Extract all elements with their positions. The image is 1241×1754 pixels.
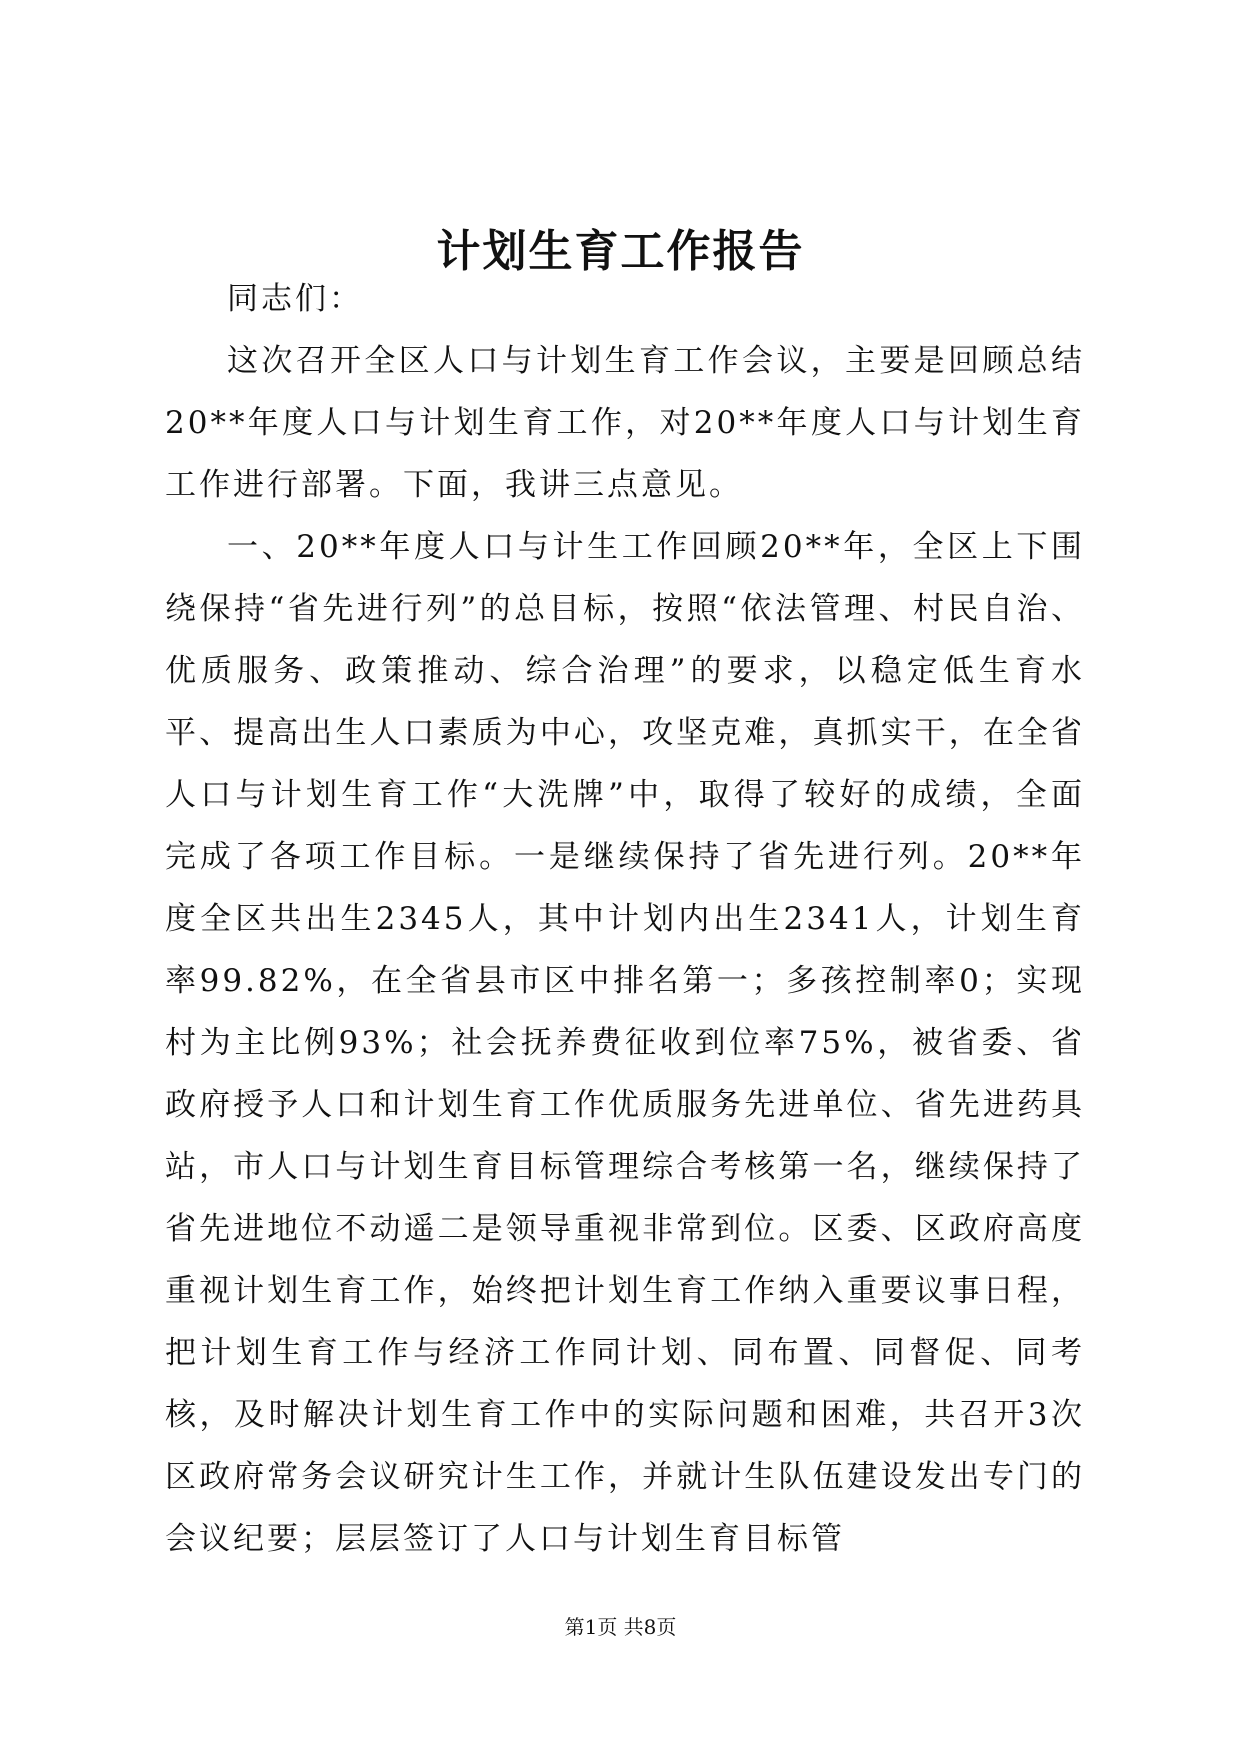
document-body <box>165 268 1085 1570</box>
intro-paragraph: 这次召开全区人口与计划生育工作会议，主要是回顾总结20**年度人口与计划生育工作，对20**年度人口与计划生育工作进行部署。下面，我讲三点意见。 <box>165 343 1085 503</box>
salutation-paragraph: 同志们： <box>227 281 363 317</box>
review-paragraph: 一、20**年度人口与计生工作回顾20**年，全区上下围绕保持“省先进行列”的总目标，按照“依法管理、村民自治、优质服务、政策推动、综合治理”的要求，以稳定低生育水平、提高出生人口素质为中心，攻坚克难，真抓实干，在全省人口与计划生育工作“大洗牌”中，取得了较好的成绩，全面完成了各项工作目标。一是继续保持了省先进行列。20**年度全区共出生2345人，其中计划内出生2341人，计划生育率99.82%，在全省县市区中排名第一；多孩控制率0；实现村为主比例93%；社会抚养费征收到位率75%，被省委、省政府授予人口和计划生育工作优质服务先进单位、省先进药具站，市人口与计划生育目标管理综合考核第一名，继续保持了省先进地位不动遥二是领导重视非常到位。区委、区政府高度重视计划生育工作，始终把计划生育工作纳入重要议事日程，把计划生育工作与经济工作同计划、同布置、同督促、同考核，及时解决计划生育工作中的实际问题和困难，共召开3次区政府常务会议研究计生工作，并就计生队伍建设发出专门的会议纪要；层层签订了人口与计划生育目标管 <box>165 529 1085 1557</box>
page-footer: 第1页 共8页 <box>564 1615 677 1639</box>
document-title: 计划生育工作报告 <box>436 226 805 277</box>
